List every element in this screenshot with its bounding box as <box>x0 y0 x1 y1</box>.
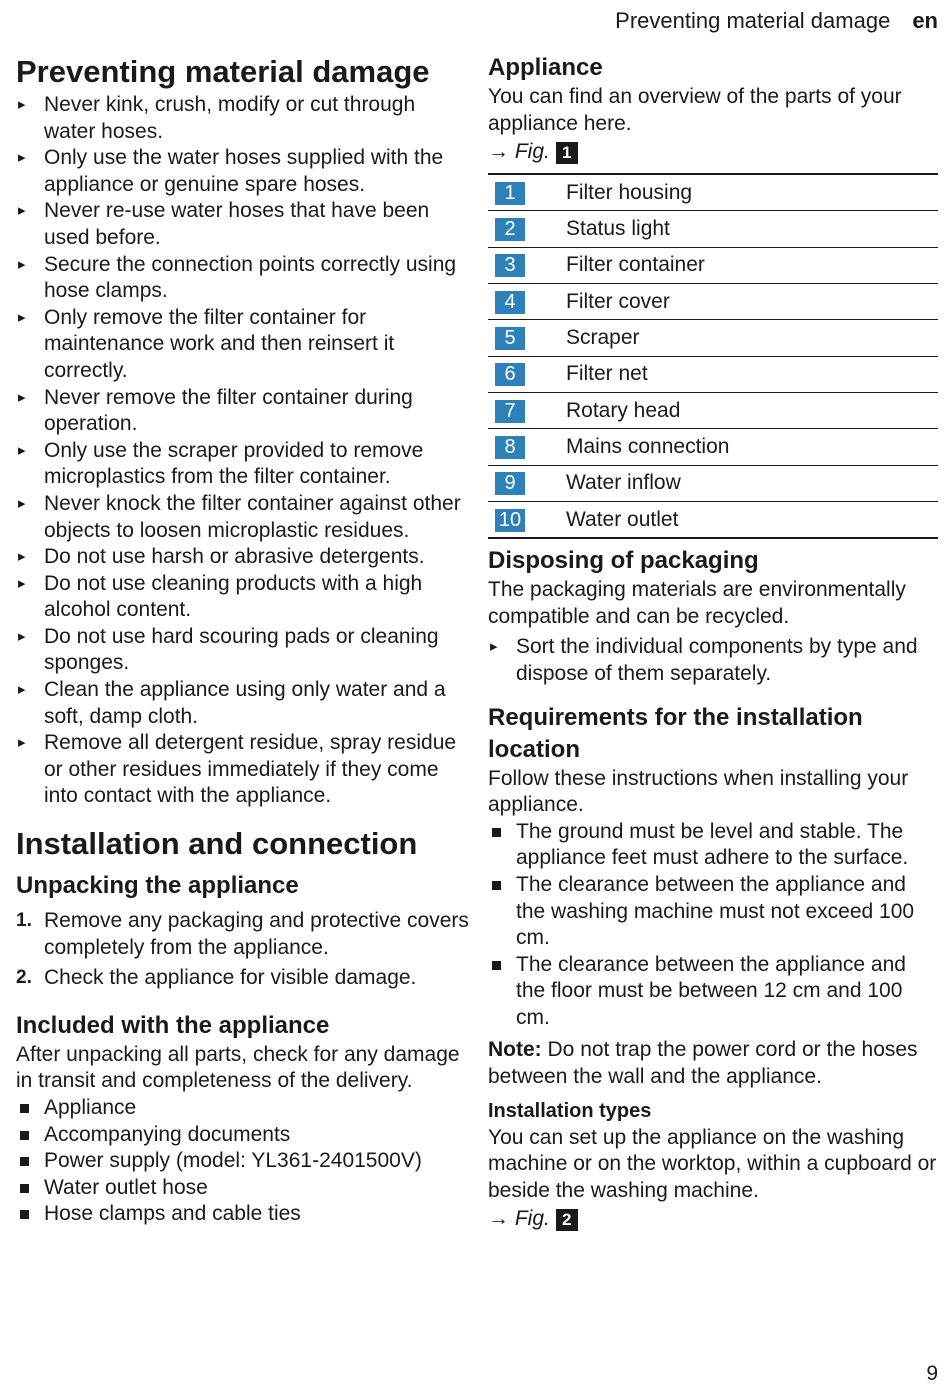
appliance-intro: You can find an overview of the parts of your appliance here. <box>488 85 902 135</box>
part-label: Filter container <box>566 247 938 283</box>
page-number: 9 <box>926 1362 938 1385</box>
list-item: ▸ Sort the individual components by type and dispose of them separately. <box>488 634 938 687</box>
part-number-badge: 4 <box>495 291 525 314</box>
list-item: ▸ Never knock the filter container against other objects to loosen microplastic residues. <box>16 491 472 544</box>
list-item: ▸ Never remove the filter container during operation. <box>16 385 472 438</box>
list-item: ▸ Do not use hard scouring pads or cleaning sponges. <box>16 624 472 677</box>
list-item: ▸ Only use the scraper provided to remove microplastics from the filter container. <box>16 438 472 491</box>
left-column <box>16 52 472 1228</box>
section-title-material-damage: Preventing material damage <box>16 54 430 89</box>
requirements-list <box>488 819 938 1032</box>
list-item: ▸ Do not use cleaning products with a high alcohol content. <box>16 571 472 624</box>
list-item: Appliance <box>16 1095 472 1122</box>
list-item: ▸ Only remove the filter container for maintenance work and then reinsert it correctly. <box>16 305 472 385</box>
parts-row <box>488 247 938 283</box>
heading-installation-types: Installation types <box>488 1099 652 1122</box>
heading-unpacking: Unpacking the appliance <box>16 872 299 900</box>
part-label: Filter cover <box>566 284 938 320</box>
step-text: Remove any packaging and protective covers completely from the appliance. <box>44 909 469 959</box>
list-item: ▸ Secure the connection points correctly using hose clamps. <box>16 252 472 305</box>
step-text: Check the appliance for visible damage. <box>44 966 417 990</box>
part-number-badge: 9 <box>495 472 525 495</box>
part-number-cell <box>488 320 566 356</box>
included-list <box>16 1095 472 1228</box>
figure-reference-2 <box>488 1204 938 1234</box>
list-item: The clearance between the appliance and the washing machine must not exceed 100 cm. <box>488 872 938 952</box>
unpacking-steps <box>16 908 472 992</box>
note-label: Note: <box>488 1038 542 1062</box>
parts-row <box>488 392 938 428</box>
note-paragraph <box>488 1037 938 1090</box>
disposing-list <box>488 634 938 687</box>
parts-row <box>488 174 938 211</box>
parts-row <box>488 429 938 465</box>
heading-disposing: Disposing of packaging <box>488 547 759 575</box>
heading-included: Included with the appliance <box>16 1011 330 1039</box>
part-number-cell <box>488 501 566 538</box>
part-number-badge: 1 <box>495 182 525 205</box>
parts-row <box>488 356 938 392</box>
included-intro: After unpacking all parts, check for any damage in transit and completeness of the delivery. <box>16 1042 460 1093</box>
parts-row <box>488 465 938 501</box>
requirements-intro: Follow these instructions when installing your appliance. <box>488 766 909 817</box>
figure-number-badge: 1 <box>556 142 578 164</box>
step-item <box>16 908 472 961</box>
note-text: Do not trap the power cord or the hoses between the wall and the appliance. <box>488 1038 918 1089</box>
installation-types-text: You can set up the appliance on the washing machine or on the worktop, within a cupboard or beside the washing machine. <box>488 1125 937 1202</box>
list-item: The ground must be level and stable. The appliance feet must adhere to the surface. <box>488 819 938 872</box>
part-number-cell <box>488 465 566 501</box>
language-code: en <box>912 8 938 33</box>
figure-reference-1 <box>488 137 938 167</box>
list-item: Hose clamps and cable ties <box>16 1201 472 1228</box>
figure-number-badge: 2 <box>556 1209 578 1231</box>
part-number-badge: 3 <box>495 254 525 277</box>
part-number-badge: 5 <box>495 327 525 350</box>
material-damage-list <box>16 92 472 810</box>
step-item <box>16 965 472 992</box>
list-item: Water outlet hose <box>16 1175 472 1202</box>
part-number-cell <box>488 247 566 283</box>
running-header <box>615 6 938 36</box>
part-number-cell <box>488 174 566 211</box>
part-number-cell <box>488 356 566 392</box>
part-number-badge: 8 <box>495 436 525 459</box>
list-item: Accompanying documents <box>16 1122 472 1149</box>
list-item: The clearance between the appliance and the floor must be between 12 cm and 100 cm. <box>488 952 938 1032</box>
list-item: Power supply (model: YL361-2401500V) <box>16 1148 472 1175</box>
part-label: Filter housing <box>566 174 938 211</box>
part-number-badge: 6 <box>495 363 525 386</box>
parts-row <box>488 501 938 538</box>
disposing-text: The packaging materials are environmentally compatible and can be recycled. <box>488 578 906 628</box>
part-number-badge: 2 <box>495 218 525 241</box>
part-label: Status light <box>566 211 938 247</box>
step-number: 1. <box>16 910 32 932</box>
right-column <box>488 52 938 1234</box>
parts-row <box>488 211 938 247</box>
part-number-cell <box>488 211 566 247</box>
part-number-cell <box>488 284 566 320</box>
section-title-installation: Installation and connection <box>16 826 418 862</box>
part-number-badge: 10 <box>495 509 525 532</box>
list-item: ▸ Never re-use water hoses that have been used before. <box>16 198 472 251</box>
part-number-cell <box>488 392 566 428</box>
figure-ref-text: → Fig. <box>488 140 550 164</box>
header-title: Preventing material damage <box>615 8 891 33</box>
parts-table <box>488 173 938 539</box>
step-number: 2. <box>16 967 32 989</box>
list-item: ▸ Clean the appliance using only water and a soft, damp cloth. <box>16 677 472 730</box>
parts-row <box>488 284 938 320</box>
parts-row <box>488 320 938 356</box>
heading-requirements: Requirements for the installation location <box>488 703 863 763</box>
part-number-badge: 7 <box>495 400 525 423</box>
list-item: ▸ Remove all detergent residue, spray residue or other residues immediately if they come into contact with the appliance. <box>16 730 472 810</box>
part-label: Filter net <box>566 356 938 392</box>
part-label: Water inflow <box>566 465 938 501</box>
list-item: ▸ Only use the water hoses supplied with the appliance or genuine spare hoses. <box>16 145 472 198</box>
part-number-cell <box>488 429 566 465</box>
list-item: ▸ Never kink, crush, modify or cut through water hoses. <box>16 92 472 145</box>
heading-appliance: Appliance <box>488 54 603 81</box>
part-label: Water outlet <box>566 501 938 538</box>
figure-ref-text: → Fig. <box>488 1207 550 1231</box>
list-item: ▸ Do not use harsh or abrasive detergents. <box>16 544 472 571</box>
part-label: Rotary head <box>566 392 938 428</box>
part-label: Scraper <box>566 320 938 356</box>
part-label: Mains connection <box>566 429 938 465</box>
